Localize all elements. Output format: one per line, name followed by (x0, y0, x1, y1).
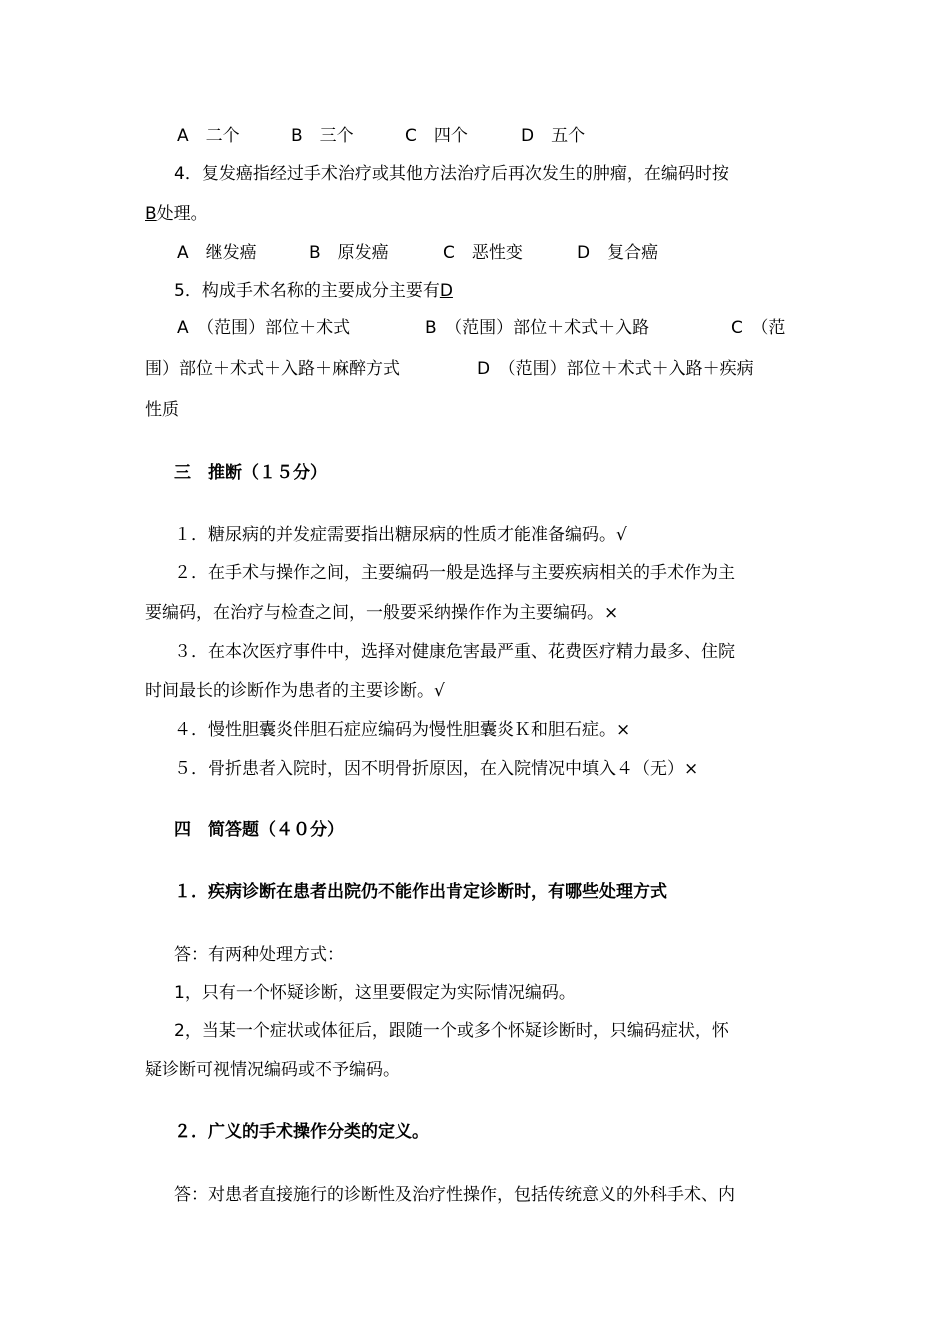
q3-option-c: C 四个 (405, 126, 468, 146)
q3-option-d: D 五个 (521, 126, 586, 146)
section4-q1-answer: 1，只有一个怀疑诊断，这里要假定为实际情况编码。 (174, 983, 576, 1003)
q4-option-d: D 复合癌 (577, 243, 659, 263)
section4-title: 四 简答题（４０分） (174, 820, 344, 840)
q5-answer: D (439, 281, 453, 301)
section3-title: 三 推断（１５分） (174, 463, 327, 483)
q5-option-a: A （范围）部位＋术式 (177, 318, 351, 338)
section4-q2-answer: 答：对患者直接施行的诊断性及治疗性操作，包括传统意义的外科手术、内 (174, 1185, 735, 1205)
section4-q2-question: ２．广义的手术操作分类的定义。 (174, 1122, 429, 1142)
q4-suffix: 处理。 (156, 204, 208, 224)
q5-options-line3: 性质 (145, 400, 179, 420)
q5-option-c: C （范 (731, 318, 786, 338)
q4-question: 4．复发癌指经过手术治疗或其他方法治疗后再次发生的肿瘤，在编码时按 (174, 164, 729, 184)
q4-answer-line (145, 202, 810, 226)
q5-question: 5．构成手术名称的主要成分主要有 (174, 281, 440, 301)
q3-option-a: A 二个 (177, 126, 240, 146)
q5-option-d: D （范围）部位＋术式＋入路＋疾病 (477, 359, 754, 379)
section3-item: 要编码，在治疗与检查之间，一般要采纳操作作为主要编码。× (145, 603, 619, 623)
section4-q1-answer: 2，当某一个症状或体征后，跟随一个或多个怀疑诊断时，只编码症状，怀 (174, 1021, 729, 1041)
q5-option-c-cont: 围）部位＋术式＋入路＋麻醉方式 (145, 359, 400, 379)
section3-item: ５．骨折患者入院时，因不明骨折原因，在入院情况中填入４（无）× (174, 759, 699, 779)
section3-item: ３．在本次医疗事件中，选择对健康危害最严重、花费医疗精力最多、住院 (174, 642, 735, 662)
section3-item: １．糖尿病的并发症需要指出糖尿病的性质才能准备编码。√ (174, 525, 627, 545)
section3-item: ４．慢性胆囊炎伴胆石症应编码为慢性胆囊炎Ｋ和胆石症。× (174, 720, 631, 740)
q5-option-b: B （范围）部位＋术式＋入路 (425, 318, 650, 338)
section4-q1-question: １．疾病诊断在患者出院仍不能作出肯定诊断时，有哪些处理方式 (174, 882, 667, 902)
q4-option-c: C 恶性变 (443, 243, 523, 263)
section4-q1-answer: 疑诊断可视情况编码或不予编码。 (145, 1060, 400, 1080)
section4-q1-answer: 答：有两种处理方式： (174, 945, 344, 965)
q3-option-b: B 三个 (291, 126, 354, 146)
section3-item: 时间最长的诊断作为患者的主要诊断。√ (145, 681, 445, 701)
q4-answer: B (145, 204, 157, 224)
section3-item: ２．在手术与操作之间，主要编码一般是选择与主要疾病相关的手术作为主 (174, 563, 735, 583)
q4-option-a: A 继发癌 (177, 243, 257, 263)
q5-question-line (174, 279, 839, 303)
q4-option-b: B 原发癌 (309, 243, 389, 263)
